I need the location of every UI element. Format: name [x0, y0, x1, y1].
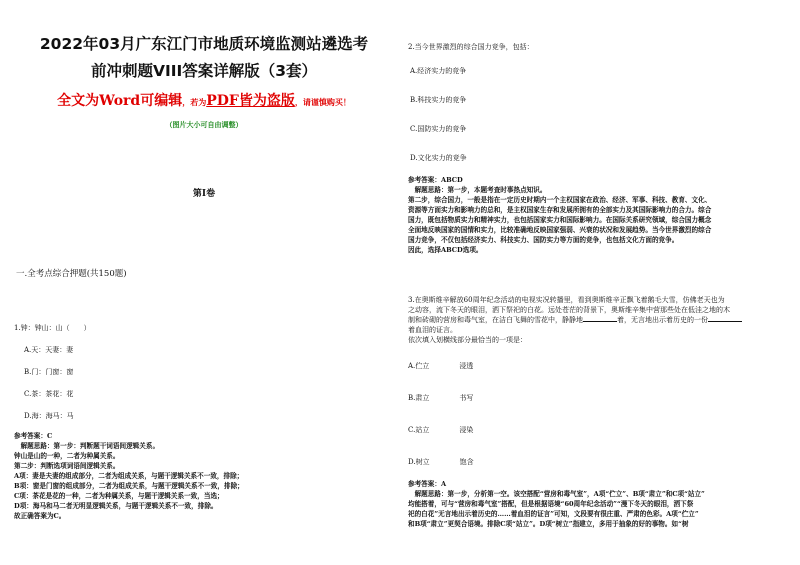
option-word-1: A.伫立 [408, 362, 430, 370]
explanation-line: C项：茶花是花的一种，二者为种属关系，与题干逻辑关系一致，当选； [14, 492, 224, 500]
question-3-option-c [408, 425, 786, 435]
option-word-1: C.站立 [408, 426, 430, 434]
explanation-line: 第二步，综合国力，一般是指在一定历史时期内一个主权国家在政治、经济、军事、科技、教育、文化、 [408, 196, 712, 204]
question-3-option-b [408, 393, 786, 403]
question-2-option-b: B.科技实力的竞争 [410, 96, 467, 104]
explanation-line: 全面地反映国家的国情和实力，比较准确地反映国家强弱、兴衰的状况和发展趋势。当今世界激烈的综合 [408, 226, 712, 234]
explanation-line: 钟山是山的一种，二者为种属关系。 [14, 452, 120, 460]
explanation-line: 均能搭着，可与“营房和毒气室”搭配，但是根据语境“60周年纪念活动”“漫下冬天的眼泪，洒下祭 [408, 500, 694, 508]
explanation-line: D项：海马和马二者无明显逻辑关系，与题干逻辑关系不一致，排除。 [14, 502, 218, 510]
notice-part1: 全文为Word可编辑 [57, 93, 183, 109]
explanation-line: 解题思路：第一步，分析第一空。该空搭配“营房和毒气室”，A项“伫立”、B项“肃立”和C项“站立” [408, 490, 705, 498]
option-word-2: 饱含 [459, 458, 474, 466]
question-1-option-a: A.天：天妻：妻 [24, 346, 74, 354]
option-word-2: 书写 [459, 394, 474, 402]
piracy-notice [14, 90, 394, 110]
question-1-stem: 1.钟：钟山：山（ ） [14, 324, 91, 332]
question-2-option-d: D.文化实力的竞争 [410, 154, 467, 162]
question-2-option-a: A.经济实力的竞争 [410, 67, 467, 75]
question-3-option-a [408, 361, 786, 371]
stem-line: 3.在奥斯维辛解放60周年纪念活动的电视实况转播里，看到奥斯维辛正飘飞着鹅毛大雪，仿佛老天也为 [408, 296, 725, 304]
volume-title: 第I卷 [192, 189, 216, 199]
stem-line: 之动容，流下冬天的眼泪，洒下祭祀的白花。远处苍茫的背景下，奥斯维辛集中营那些处在低洼之地的木 [408, 306, 730, 314]
explanation-line: 和B项“肃立”更契合语境。排除C项“站立”。D项“树立”指建立，多用于抽象的好的事物。如“树 [408, 520, 689, 528]
explanation-line: B项：窗是门窗的组成部分，二者为组成关系，与题干逻辑关系不一致，排除； [14, 482, 244, 490]
explanation-line: 第二步：判断选项词语间逻辑关系。 [14, 462, 120, 470]
stem-line: 着血泪的证言。 [408, 326, 457, 334]
option-word-2: 浸透 [459, 362, 474, 370]
question-3-option-d [408, 457, 786, 467]
explanation-line: 国力，既包括物质实力和精神实力，也包括国家实力和国际影响力。在国际关系研究领域，综合国力概念 [408, 216, 712, 224]
question-1-explanation [14, 441, 394, 521]
option-word-1: D.树立 [408, 458, 430, 466]
document-title-line1: 2022年03月广东江门市地质环境监测站遴选考 [39, 35, 369, 53]
document-title-line2: 前冲刺题VIII答案详解版（3套） [90, 62, 318, 80]
question-1-option-c: C.茶：茶花：花 [24, 390, 74, 398]
fill-blank-2 [708, 315, 742, 322]
question-3-stem [408, 295, 786, 345]
fill-blank-1 [583, 315, 617, 322]
explanation-line: 故正确答案为C。 [14, 512, 66, 520]
image-size-note: （图片大小可自由调整） [165, 120, 243, 129]
question-1-option-d: D.海：海马：马 [24, 412, 74, 420]
explanation-line: 祀的白花”无言地出示着历史的……着血泪的证言”可知，文段要有很庄重、严肃的色彩。A项“伫立” [408, 510, 699, 518]
question-1-option-b: B.门：门窗：窗 [24, 368, 74, 376]
explanation-line: 资源等方面实力和影响力的总和，是主权国家生存和发展所拥有的全部实力及其国际影响力的合力。综合 [408, 206, 712, 214]
explanation-line: A项：妻是夫妻的组成部分，二者为组成关系，与题干逻辑关系不一致，排除； [14, 472, 244, 480]
explanation-line: 解题思路：第一步，本题考查时事热点知识。 [408, 186, 547, 194]
left-column [14, 30, 394, 521]
question-2-answer: 参考答案：ABCD [408, 176, 463, 184]
question-2-explanation [408, 185, 786, 255]
explanation-line: 国力竞争，不仅包括经济实力、科技实力、国防实力等方面的竞争，也包括文化方面的竞争。 [408, 236, 679, 244]
stem-line [408, 315, 786, 325]
right-column [408, 42, 786, 529]
explanation-line: 因此，选择ABCD选项。 [408, 246, 483, 254]
stem-line: 依次填入划横线部分最恰当的一项是： [408, 336, 527, 344]
question-1-answer: 参考答案：C [14, 432, 53, 440]
explanation-line: 解题思路：第一步：判断题干词语间逻辑关系。 [14, 442, 160, 450]
notice-part4: ，请谨慎购买！ [294, 97, 351, 107]
option-word-2: 浸染 [459, 426, 474, 434]
question-2-stem: 2.当今世界激烈的综合国力竞争，包括： [408, 43, 534, 51]
question-3-explanation [408, 489, 786, 529]
notice-part3: PDF皆为盗版 [206, 93, 295, 109]
stem-text: 着，无言地出示着历史的一份 [617, 316, 708, 324]
section-title: 一.全考点综合押题(共150题) [16, 269, 127, 279]
option-word-1: B.肃立 [408, 394, 430, 402]
notice-part2: ，若为 [182, 97, 207, 107]
question-3-answer: 参考答案：A [408, 480, 447, 488]
question-2-option-c: C.国防实力的竞争 [410, 125, 467, 133]
stem-text: 制和砖砌的营房和毒气室，在洁白飞舞的雪花中，静静地 [408, 316, 583, 324]
